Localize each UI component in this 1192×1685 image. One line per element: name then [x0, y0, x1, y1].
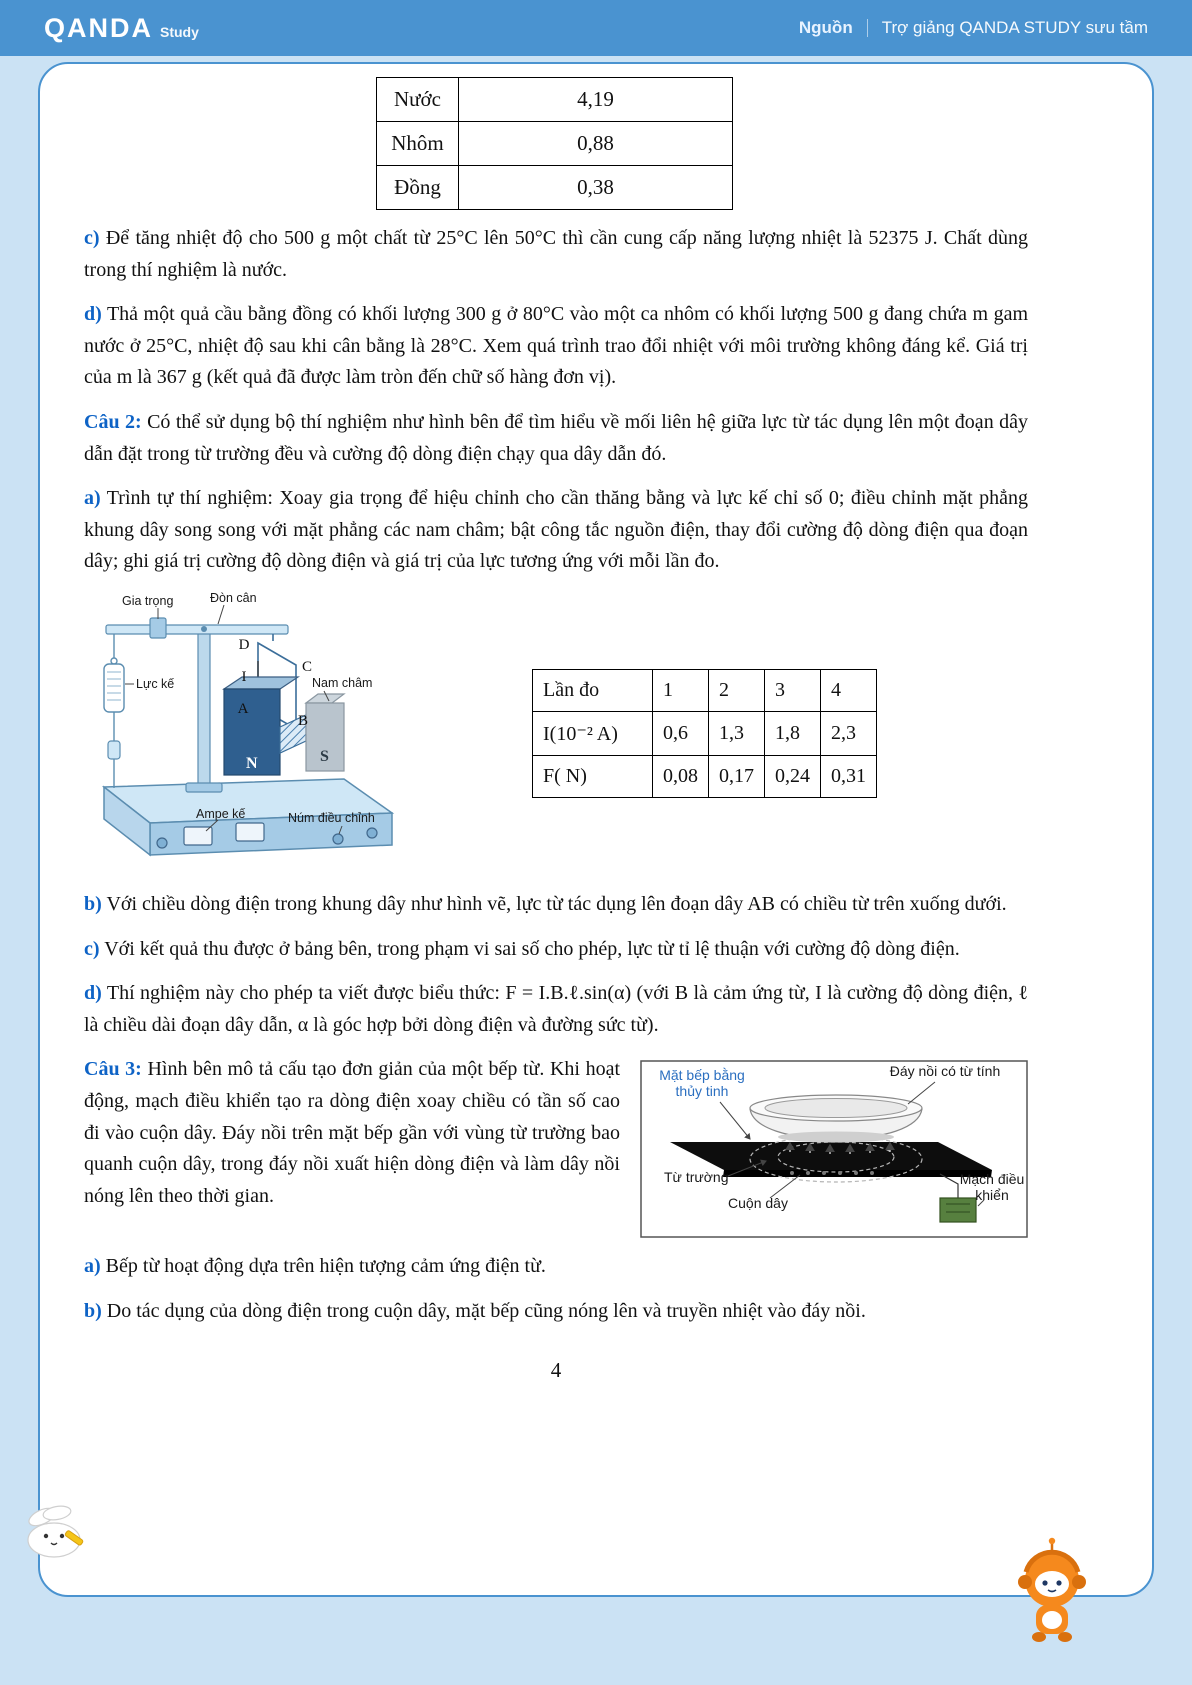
knob — [333, 834, 343, 844]
mascot-rabbit — [22, 1502, 92, 1560]
label-luc-ke: Lực kế — [136, 676, 175, 691]
label-mach-2: khiển — [975, 1187, 1009, 1204]
item-label: c) — [84, 227, 100, 249]
header-cell: Lần đo — [533, 669, 653, 711]
page-number: 4 — [550, 1357, 562, 1382]
value-cell: 1,3 — [709, 711, 765, 755]
question-label: Câu 3: — [84, 1058, 142, 1081]
header-cell: 2 — [709, 669, 765, 711]
counterweight — [150, 618, 166, 638]
pole-s: S — [320, 747, 329, 765]
label-mat-bep-2: thủy tinh — [675, 1083, 729, 1100]
paragraph-cau2 — [84, 407, 1028, 470]
value-cell: 0,08 — [653, 755, 709, 797]
table-row — [533, 669, 877, 711]
point-d: D — [238, 636, 250, 653]
paragraph-cau3 — [84, 1054, 620, 1212]
item-text: Bếp từ hoạt động dựa trên hiện tượng cảm ứng điện từ. — [105, 1255, 546, 1278]
knob — [367, 828, 377, 838]
item-label: b) — [84, 892, 102, 915]
paragraph-a2 — [84, 483, 1028, 578]
substance-name: Đồng — [377, 166, 459, 210]
source-text: Trợ giảng QANDA STUDY sưu tầm — [881, 18, 1148, 37]
source-credit — [799, 18, 1148, 38]
label-don-can: Đòn cân — [210, 590, 257, 605]
label-ampe-ke: Ampe kế — [196, 806, 246, 821]
item-text: Với kết quả thu được ở bảng bên, trong phạm vi sai số cho phép, lực từ tỉ lệ thuận với cường độ dòng điện. — [104, 937, 960, 960]
label-nam-cham: Nam châm — [312, 675, 373, 690]
pot-base — [778, 1132, 894, 1143]
substance-value: 0,38 — [459, 166, 733, 210]
measurement-table — [532, 669, 877, 798]
force-gauge — [104, 634, 124, 788]
value-cell: 0,31 — [821, 755, 877, 797]
label-mach-1: Mạch điều — [959, 1171, 1025, 1188]
point-b: B — [298, 712, 309, 729]
logo-text: QANDA — [44, 12, 153, 43]
item-text: Do tác dụng của dòng điện trong cuộn dây, mặt bếp cũng nóng lên và truyền nhiệt vào đáy nồi. — [106, 1299, 866, 1322]
knob — [157, 838, 167, 848]
paragraph-c1 — [84, 223, 1028, 286]
item-label: a) — [84, 487, 101, 510]
meter — [236, 823, 264, 841]
row-label: I(10⁻² A) — [533, 711, 653, 755]
row-label: F( N) — [533, 755, 653, 797]
header-cell: 1 — [653, 669, 709, 711]
paragraph-a3 — [84, 1251, 1028, 1283]
item-label: c) — [84, 937, 100, 960]
balance-beam — [106, 625, 288, 634]
item-text: Với chiều dòng điện trong khung dây như hình vẽ, lực từ tác dụng lên đoạn dây AB có chiều từ trên xuống dưới. — [106, 892, 1007, 915]
table-row — [533, 755, 877, 797]
header-cell: 4 — [821, 669, 877, 711]
label-num-dieu-chinh: Núm điều chỉnh — [288, 810, 375, 825]
item-label: a) — [84, 1255, 101, 1278]
logo-subtext: Study — [160, 23, 199, 40]
document-card — [38, 62, 1154, 1597]
value-cell: 0,24 — [765, 755, 821, 797]
substance-name: Nhôm — [377, 122, 459, 166]
paragraph-d1 — [84, 299, 1028, 394]
measurement-table-wrap — [532, 669, 877, 798]
cau3-row — [84, 1054, 1028, 1238]
substance-value: 0,88 — [459, 122, 733, 166]
label-cuon-day: Cuộn dây — [728, 1195, 788, 1212]
item-text: Thí nghiệm này cho phép ta viết được biểu thức: F = I.B.ℓ.sin(α) (với B là cảm ứng từ, I là cường độ dòng điện, ℓ là chiều dài đoạn dây dẫn, α là góc hợp bởi dòng điện và đường sức từ). — [84, 982, 1029, 1036]
question-text: Có thể sử dụng bộ thí nghiệm như hình bên để tìm hiểu về mối liên hệ giữa lực từ tác dụng lên một đoạn dây dẫn đặt trong từ trường đều và cường độ dòng điện chạy qua dây dẫn đó. — [84, 410, 1028, 465]
label-tu-truong: Từ trường — [664, 1169, 729, 1186]
table-row — [533, 711, 877, 755]
figure-and-table-row — [84, 591, 1028, 876]
paragraph-d2 — [84, 978, 1028, 1041]
substance-value: 4,19 — [459, 78, 733, 122]
table-row — [377, 78, 733, 122]
pole-n: N — [246, 754, 258, 772]
label-gia-trong: Gia trọng — [122, 593, 174, 608]
item-label: d) — [84, 982, 102, 1005]
item-label: b) — [84, 1299, 102, 1322]
value-cell: 1,8 — [765, 711, 821, 755]
question-label: Câu 2: — [84, 410, 142, 433]
item-label: d) — [84, 303, 102, 326]
divider — [867, 19, 868, 37]
value-cell: 2,3 — [821, 711, 877, 755]
mascot-robot — [1008, 1536, 1096, 1644]
table-row — [377, 122, 733, 166]
value-cell: 0,6 — [653, 711, 709, 755]
table-row — [377, 166, 733, 210]
point-c: C — [302, 658, 313, 675]
paragraph-b3 — [84, 1296, 1028, 1328]
qanda-logo — [44, 13, 199, 44]
header-cell: 3 — [765, 669, 821, 711]
value-cell: 0,17 — [709, 755, 765, 797]
app-header — [0, 0, 1192, 56]
experiment-figure — [92, 591, 404, 876]
item-text: Thả một quả cầu bằng đồng có khối lượng 300 g ở 80°C vào một ca nhôm có khối lượng 500 g đang chứa m gam nước ở 25°C, nhiệt độ sau khi cân bằng là 28°C. Xem quá trình trao đổi nhiệt với môi trường không đáng kể. Giá trị của m là 367 g (kết quả đã được làm tròn đến chữ số hàng đơn vị). — [84, 303, 1029, 389]
label-day-noi: Đáy nồi có từ tính — [889, 1063, 1001, 1080]
paragraph-b2 — [84, 889, 1028, 921]
label-mat-bep-1: Mặt bếp bằng — [659, 1067, 745, 1084]
substance-name: Nước — [377, 78, 459, 122]
point-i: I — [241, 668, 247, 685]
source-label: Nguồn — [798, 18, 853, 37]
specific-heat-table — [376, 77, 733, 210]
paragraph-c2 — [84, 934, 1028, 966]
point-a: A — [237, 700, 249, 717]
item-text: Trình tự thí nghiệm: Xoay gia trọng để hiệu chỉnh cho cần thăng bằng và lực kế chỉ số 0; điều chỉnh mặt phẳng khung dây song song với mặt phẳng các nam châm; bật công tắc nguồn điện, thay đổi cường độ dòng điện qua đoạn dây; ghi giá trị cường độ dòng điện và giá trị của lực tương ứng với mỗi lần đo. — [84, 487, 1029, 573]
question-text: Hình bên mô tả cấu tạo đơn giản của một bếp từ. Khi hoạt động, mạch điều khiển tạo ra dòng điện xoay chiều có tần số cao đi vào cuộn dây. Đáy nồi trên mặt bếp gần với vùng từ trường bao quanh cuộn dây, trong đáy nồi xuất hiện dòng điện và làm dây nồi nóng lên theo thời gian. — [84, 1058, 621, 1207]
induction-cooktop-figure — [640, 1060, 1028, 1238]
item-text: Để tăng nhiệt độ cho 500 g một chất từ 25°C lên 50°C thì cần cung cấp năng lượng nhiệt là 52375 J. Chất dùng trong thí nghiệm là nước. — [84, 227, 1028, 281]
